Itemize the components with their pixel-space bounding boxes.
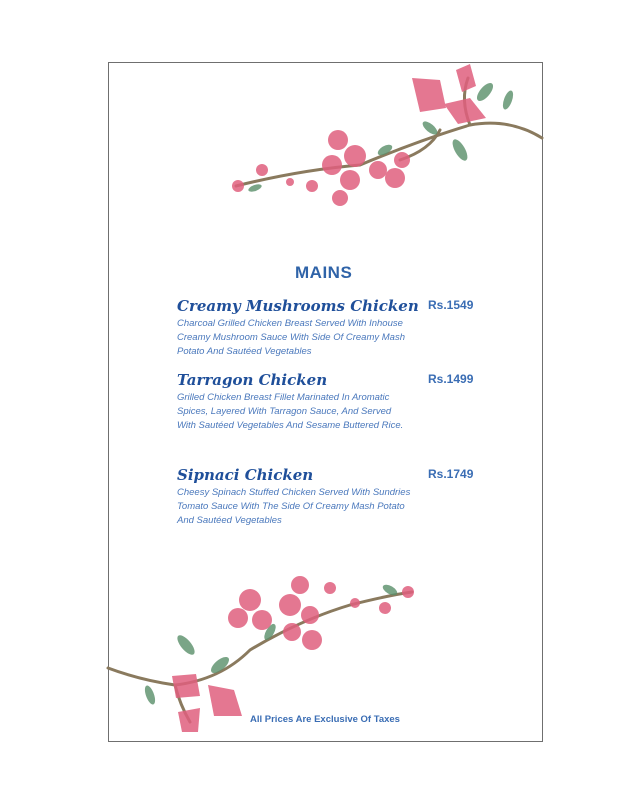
item-name: Sipnaci Chicken bbox=[177, 466, 314, 484]
item-description: Cheesy Spinach Stuffed Chicken Served With Sundries Tomato Sauce With The Side Of Creamy Mash Potato And Sautéed Vegetables bbox=[177, 487, 411, 526]
tax-note: All Prices Are Exclusive Of Taxes bbox=[250, 714, 400, 725]
section-title: MAINS bbox=[295, 263, 353, 282]
item-price: Rs.1549 bbox=[428, 298, 474, 312]
item-price: Rs.1499 bbox=[428, 372, 474, 386]
item-name: Tarragon Chicken bbox=[177, 371, 328, 389]
menu-item bbox=[177, 297, 477, 359]
item-description: Charcoal Grilled Chicken Breast Served With Inhouse Creamy Mushroom Sauce With Side Of Creamy Mash Potato And Sautéed Vegetables bbox=[177, 318, 405, 357]
menu-item bbox=[177, 466, 477, 528]
menu-item bbox=[177, 371, 477, 433]
item-name: Creamy Mushrooms Chicken bbox=[177, 297, 419, 315]
item-description: Grilled Chicken Breast Fillet Marinated In Aromatic Spices, Layered With Tarragon Sauce, And Served With Sautéed Vegetables And Sesame Buttered Rice. bbox=[177, 392, 404, 431]
item-price: Rs.1749 bbox=[428, 467, 474, 481]
